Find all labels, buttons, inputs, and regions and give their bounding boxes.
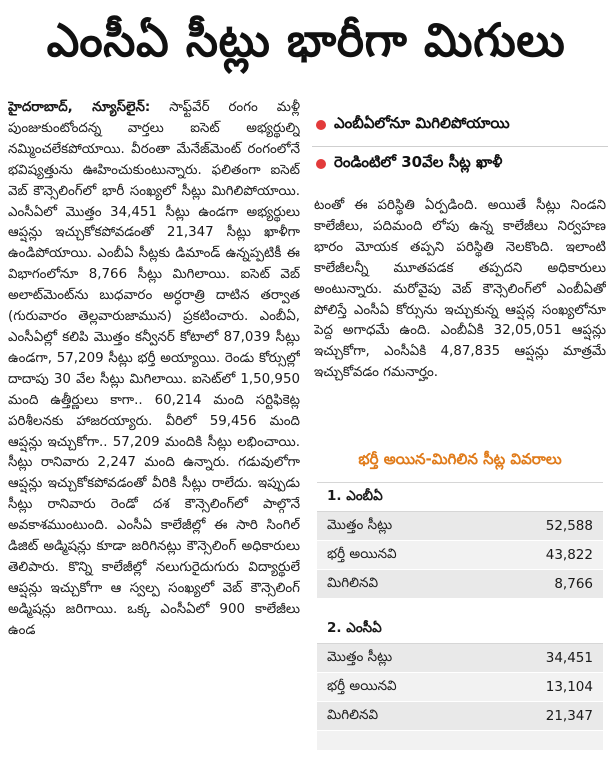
row-value: 21,347: [545, 708, 593, 724]
row-label: మిగిలినవి: [327, 706, 379, 723]
table-row: [317, 512, 603, 541]
table-section-heading: 2. ఎంసీఏ: [317, 615, 603, 644]
row-value: 43,822: [545, 547, 593, 563]
table-title: భర్తీ అయిన-మిగిలిన సీట్ల వివరాలు: [317, 440, 603, 483]
seat-details-table: [317, 440, 603, 750]
table-row: [317, 644, 603, 673]
row-label: మిగిలినవి: [327, 574, 379, 591]
article-left-text: [8, 98, 300, 642]
highlight-text: రెండింటిలో 30వేల సీట్ల ఖాళీ: [334, 153, 503, 171]
table-row: [317, 570, 603, 599]
article-left-column: [8, 98, 300, 764]
bullet-icon: [316, 159, 326, 169]
highlight-item: [312, 108, 608, 142]
table-section-mca: [317, 644, 603, 731]
highlights-box: [312, 108, 608, 181]
table-section-mba: [317, 512, 603, 599]
row-value: 8,766: [554, 576, 593, 592]
row-label: మొత్తం సీట్లు: [327, 648, 393, 665]
row-value: 34,451: [545, 650, 593, 666]
section-gap: [317, 599, 603, 615]
table-row: [317, 541, 603, 570]
table-row: [317, 702, 603, 731]
row-label: మొత్తం సీట్లు: [327, 516, 393, 533]
headline: ఎంసీఏ సీట్లు భారీగా మిగులు: [46, 13, 566, 67]
row-label: భర్తీ అయినవి: [327, 677, 397, 694]
article-body-right: టంతో ఈ పరిస్థితి ఏర్పడింది. అయితే సీట్లు నిండని కాలేజీలు, పదిమంది లోపు ఉన్న కాలేజీలు నిర్వహణ భారం మోయక తప్పని పరిస్థితి నెలకొంది. ఇలాంటి కాలేజీలన్నీ మూతపడక తప్పదని అధికారులు అంటున్నారు. మరోవైపు వెబ్ కౌన్సెలింగ్‌లో ఎంబీఏతో పోలిస్తే ఎంసీఏ కోర్సును ఇచ్చుకున్న ఆప్షన్ల సంఖ్యలోనూ పెద్ద అగాధమే ఉంది. ఎంబీఏకి 32,05,051 ఆప్షన్లు ఇచ్చుకోగా, ఎంసీఏకి 4,87,835 ఆప్షన్లు మాత్రమే ఇచ్చుకోవడం గమనార్హం.: [314, 198, 606, 381]
table-row: [317, 673, 603, 702]
article-right-column: [314, 196, 606, 426]
highlight-item: [312, 147, 608, 181]
row-value: 13,104: [545, 679, 593, 695]
row-value: 52,588: [545, 518, 593, 534]
row-label: భర్తీ అయినవి: [327, 545, 397, 562]
table-section-heading: 1. ఎంబీఏ: [317, 483, 603, 512]
article-body-left: సాఫ్ట్‌వేర్ రంగం మళ్లీ పుంజుకుంటోందన్న వార్తలు ఐసెట్ అభ్యర్థుల్ని నమ్మించలేకపోయాయి. వీరంతా మేనేజ్‌మెంట్ రంగంలోనే భవిష్యత్తును ఊహించుకుంటున్నారు. ఫలితంగా ఐసెట్ వెబ్ కౌన్సెలింగ్‌లో భారీ సంఖ్యలో సీట్లు మిగిలిపోయాయి. ఎంసీఏలో మొత్తం 34,451 సీట్లు ఉండగా అభ్యర్థులు ఆప్షన్లు ఇచ్చుకోకపోవడంతో 21,347 సీట్లు ఖాళీగా ఉండిపోయాయి. ఎంబీఏ సీట్లకు డిమాండ్ ఉన్నప్పటికీ ఈ విభాగంలోనూ 8,766 సీట్లు మిగిలాయి. ఐసెట్ వెబ్ అలాట్‌మెంట్‌ను బుధవారం అర్ధరాత్రి దాటిన తర్వాత (గురువారం తెల్లవారుజామున) ప్రకటించారు. ఎంబీఏ, ఎంసీఏల్లో కలిపి మొత్తం కన్వీనర్ కోటాలో 87,039 సీట్లు ఉండగా, 57,209 సీట్లు భర్తీ అయ్యాయి. రెండు కోర్సుల్లో దాదాపు 30 వేల సీట్లు మిగిలాయి. ఐసెట్‌లో 1,50,950 మంది ఉత్తీర్ణులు కాగా.. 60,214 మంది సర్టిఫికెట్ల పరిశీలనకు హాజరయ్యారు. వీరిలో 59,456 మంది ఆప్షన్లు ఇచ్చుకోగా.. 57,209 మందికి సీట్లు లభించాయి. సీట్లు రానివారు 2,247 మంది ఉన్నారు. గడువులోగా ఆప్షన్లు ఇచ్చుకోకపోవడంతో వీరికి సీట్లు రాలేదు. ఇప్పుడు సీట్లు రానివారు రెండో దశ కౌన్సెలింగ్‌లో పాల్గొనే అవకాశముంటుంది. ఎంసీఏ కాలేజీల్లో ఈ సారి సింగిల్ డిజిట్ అడ్మిషన్లు కూడా జరిగినట్లు కౌన్సెలింగ్ అధికారులు తెలిపారు. కొన్ని కాలేజీల్లో నలుగురైదుగురు విద్యార్థులే ఆప్షన్లు ఇచ్చుకోగా ఆ స్వల్ప సంఖ్యలో వెబ్ కౌన్సెలింగ్ అడ్మిషన్లు జరిగాయి. ఒక్క ఎంసీఏలో 900 కాలేజీలు ఉండ: [8, 100, 300, 638]
dateline: హైదరాబాద్, న్యూస్‌లైన్:: [8, 100, 151, 115]
highlight-text: ఎంబీఏలోనూ మిగిలిపోయాయి: [334, 114, 510, 132]
bullet-icon: [316, 120, 326, 130]
